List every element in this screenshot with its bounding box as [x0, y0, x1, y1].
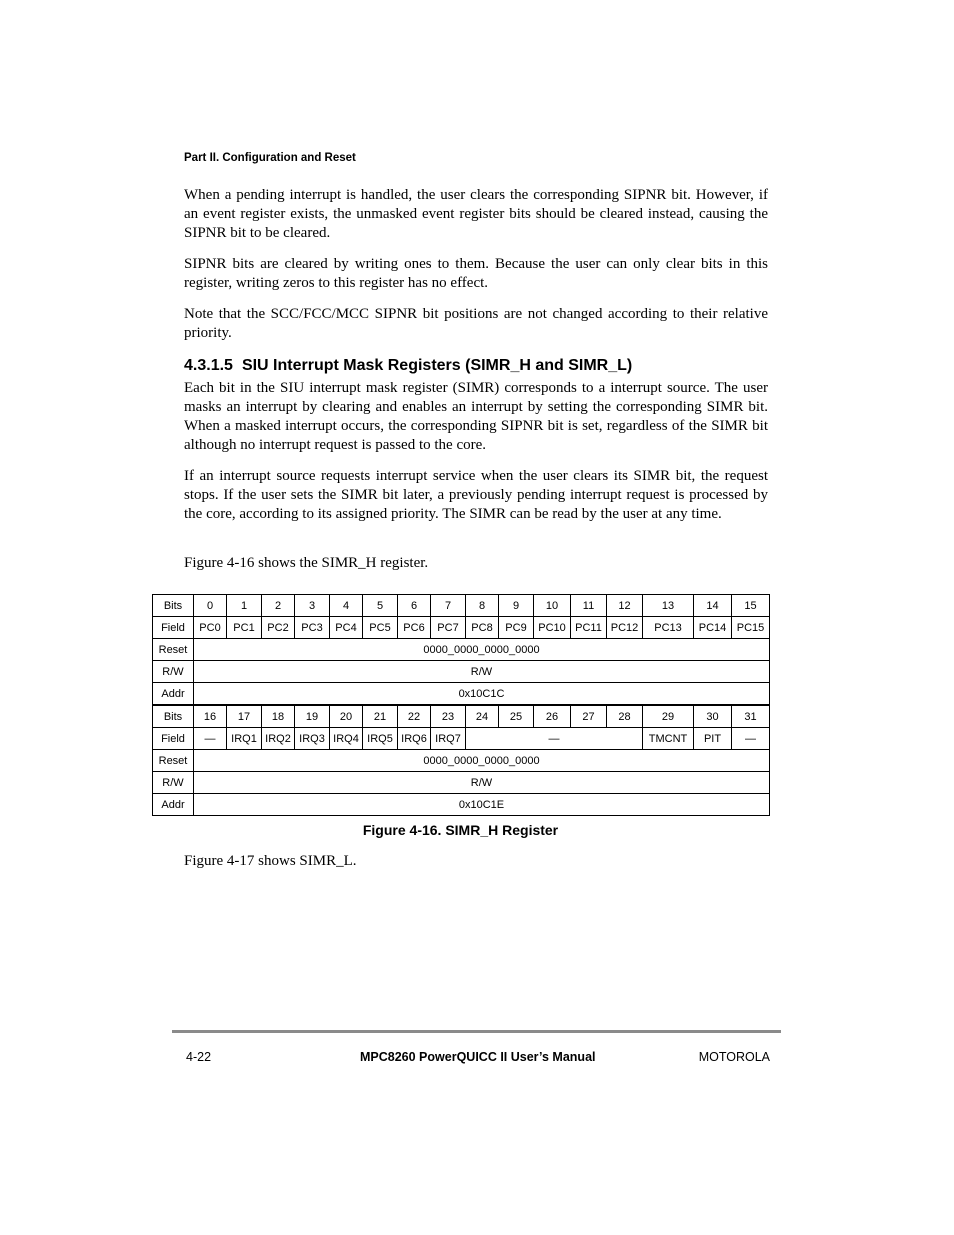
field-cell: IRQ7 — [431, 728, 466, 750]
bit-number: 20 — [330, 705, 363, 728]
bit-number: 16 — [194, 705, 227, 728]
row-label-addr: Addr — [153, 683, 194, 706]
lower-addr-row — [153, 794, 770, 816]
row-label-bits: Bits — [153, 595, 194, 617]
row-label-bits: Bits — [153, 705, 194, 728]
paragraph-note-priority: Note that the SCC/FCC/MCC SIPNR bit positions are not changed according to their relative priority. — [184, 306, 768, 341]
addr-value: 0x10C1E — [194, 794, 770, 816]
manual-title: MPC8260 PowerQUICC II User’s Manual — [360, 1050, 596, 1064]
reset-value: 0000_0000_0000_0000 — [194, 750, 770, 772]
bit-number: 3 — [295, 595, 330, 617]
paragraph-figure-ref-17: Figure 4-17 shows SIMR_L. — [184, 853, 357, 869]
bit-number: 26 — [534, 705, 571, 728]
bit-number: 28 — [607, 705, 643, 728]
bit-number: 27 — [571, 705, 607, 728]
bit-number: 7 — [431, 595, 466, 617]
bit-number: 19 — [295, 705, 330, 728]
bit-number: 22 — [398, 705, 431, 728]
section-title: SIU Interrupt Mask Registers (SIMR_H and SIMR_L) — [241, 357, 633, 374]
upper-reset-row — [153, 639, 770, 661]
row-label-field: Field — [153, 728, 194, 750]
bit-number: 15 — [732, 595, 770, 617]
field-cell-reserved: — — [194, 728, 227, 750]
row-label-rw: R/W — [153, 661, 194, 683]
field-cell: PC5 — [363, 617, 398, 639]
rw-value: R/W — [194, 661, 770, 683]
field-cell: IRQ4 — [330, 728, 363, 750]
bit-number: 1 — [227, 595, 262, 617]
bit-number: 25 — [499, 705, 534, 728]
bit-number: 29 — [643, 705, 694, 728]
bit-number: 17 — [227, 705, 262, 728]
field-cell-reserved: — — [732, 728, 770, 750]
field-cell: PC14 — [694, 617, 732, 639]
footer-divider — [172, 1030, 781, 1033]
field-cell: IRQ6 — [398, 728, 431, 750]
addr-value: 0x10C1C — [194, 683, 770, 706]
bit-number: 11 — [571, 595, 607, 617]
field-cell: PC2 — [262, 617, 295, 639]
bit-number: 18 — [262, 705, 295, 728]
field-cell: PC10 — [534, 617, 571, 639]
upper-field-row — [153, 617, 770, 639]
bit-number: 13 — [643, 595, 694, 617]
row-label-addr: Addr — [153, 794, 194, 816]
bit-number: 12 — [607, 595, 643, 617]
bit-number: 31 — [732, 705, 770, 728]
bit-number: 2 — [262, 595, 295, 617]
part-header: Part II. Configuration and Reset — [184, 152, 356, 164]
bit-number: 8 — [466, 595, 499, 617]
field-cell: PC12 — [607, 617, 643, 639]
reset-value: 0000_0000_0000_0000 — [194, 639, 770, 661]
field-cell: PIT — [694, 728, 732, 750]
paragraph-pending-interrupt: When a pending interrupt is handled, the user clears the corresponding SIPNR bit. However, if an event register exists, the unmasked event register bits should be cleared instead, causing the SIPNR bit to be cleared. — [184, 187, 768, 241]
rw-value: R/W — [194, 772, 770, 794]
lower-bits-row — [153, 705, 770, 728]
upper-bits-row — [153, 595, 770, 617]
field-cell: IRQ2 — [262, 728, 295, 750]
field-cell: PC8 — [466, 617, 499, 639]
field-cell: IRQ5 — [363, 728, 398, 750]
paragraph-simr-behavior: If an interrupt source requests interrupt service when the user clears its SIMR bit, the request stops. If the user sets the SIMR bit later, a previously pending interrupt request is processed by the core, according to its assigned priority. The SIMR can be read by the user at any time. — [184, 468, 768, 522]
simr-h-register-table — [152, 594, 770, 816]
bit-number: 6 — [398, 595, 431, 617]
field-cell: PC3 — [295, 617, 330, 639]
bit-number: 4 — [330, 595, 363, 617]
section-number: 4.3.1.5 — [184, 357, 233, 374]
field-cell: PC0 — [194, 617, 227, 639]
bit-number: 21 — [363, 705, 398, 728]
bit-number: 23 — [431, 705, 466, 728]
figure-caption: Figure 4-16. SIMR_H Register — [362, 822, 559, 838]
lower-reset-row — [153, 750, 770, 772]
field-cell: PC4 — [330, 617, 363, 639]
bit-number: 10 — [534, 595, 571, 617]
lower-field-row — [153, 728, 770, 750]
bit-number: 0 — [194, 595, 227, 617]
field-cell: PC13 — [643, 617, 694, 639]
field-cell: PC11 — [571, 617, 607, 639]
field-cell-reserved: — — [466, 728, 643, 750]
bit-number: 30 — [694, 705, 732, 728]
company-name: MOTOROLA — [698, 1050, 770, 1064]
row-label-reset: Reset — [153, 639, 194, 661]
row-label-rw: R/W — [153, 772, 194, 794]
row-label-field: Field — [153, 617, 194, 639]
paragraph-figure-ref-16: Figure 4-16 shows the SIMR_H register. — [184, 555, 429, 571]
section-heading — [184, 357, 632, 375]
paragraph-simr-description: Each bit in the SIU interrupt mask register (SIMR) corresponds to a interrupt source. The user masks an interrupt by clearing and enables an interrupt by setting the corresponding SIMR bit. When a masked interrupt occurs, the corresponding SIPNR bit is set, regardless of the SIMR bit although no interrupt request is passed to the core. — [184, 380, 768, 453]
field-cell: PC7 — [431, 617, 466, 639]
paragraph-sipnr-clear: SIPNR bits are cleared by writing ones to them. Because the user can only clear bits in this register, writing zeros to this register has no effect. — [184, 256, 768, 291]
bit-number: 24 — [466, 705, 499, 728]
upper-rw-row — [153, 661, 770, 683]
field-cell: PC1 — [227, 617, 262, 639]
field-cell: IRQ3 — [295, 728, 330, 750]
lower-rw-row — [153, 772, 770, 794]
page-number: 4-22 — [186, 1050, 212, 1064]
field-cell: TMCNT — [643, 728, 694, 750]
field-cell: IRQ1 — [227, 728, 262, 750]
bit-number: 14 — [694, 595, 732, 617]
field-cell: PC9 — [499, 617, 534, 639]
bit-number: 9 — [499, 595, 534, 617]
bit-number: 5 — [363, 595, 398, 617]
upper-addr-row — [153, 683, 770, 706]
row-label-reset: Reset — [153, 750, 194, 772]
field-cell: PC15 — [732, 617, 770, 639]
field-cell: PC6 — [398, 617, 431, 639]
